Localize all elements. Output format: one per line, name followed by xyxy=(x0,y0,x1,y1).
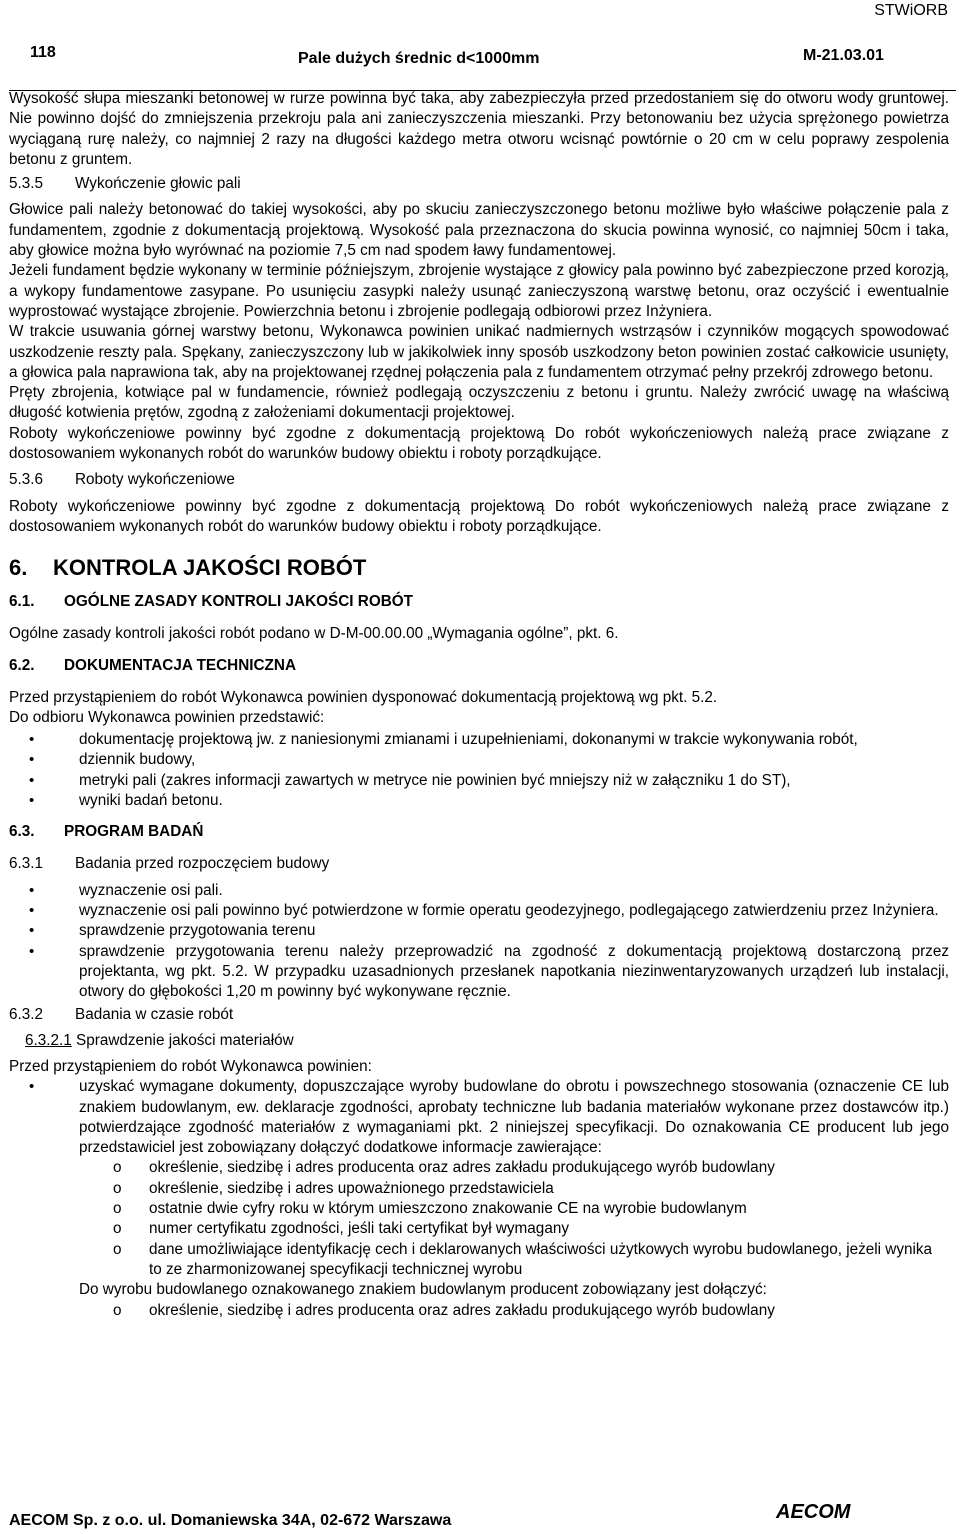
section-title: Badania w czasie robót xyxy=(75,1006,234,1024)
header-corner-label: STWiORB xyxy=(874,2,948,19)
list-item: • dokumentację projektową jw. z naniesionymi zmianami i uzupełnieniami, dokonanymi w trakcie wykonywania robót, xyxy=(9,730,949,750)
list-item: • wyniki badań betonu. xyxy=(9,791,949,811)
section-title: Roboty wykończeniowe xyxy=(75,471,235,489)
paragraph: Do wyrobu budowlanego oznakowanego znakiem budowlanym producent zobowiązany jest dołączyć: xyxy=(79,1281,767,1299)
section-6-3-heading xyxy=(9,822,949,842)
list-znak-budowlany xyxy=(9,1301,949,1321)
section-title: Sprawdzenie jakości materiałów xyxy=(76,1031,294,1049)
section-5-3-5-heading xyxy=(9,174,949,194)
list-item: • metryki pali (zakres informacji zawartych w metryce nie powinien być mniejszy niż w załączniku 1 do ST), xyxy=(9,771,949,791)
section-title: OGÓLNE ZASADY KONTROLI JAKOŚCI ROBÓT xyxy=(64,593,414,611)
section-number: 5.3.6 xyxy=(9,471,44,489)
paragraph: Roboty wykończeniowe powinny być zgodne z dokumentacją projektową Do robót wykończeniowych należą prace związane z dostosowaniem wykonanych robót do warunków budowy obiektu i roboty porządkujące. xyxy=(9,497,949,535)
section-number: 6.3.2.1 xyxy=(25,1031,72,1049)
document-body xyxy=(9,89,949,1321)
section-6-2-heading xyxy=(9,656,949,676)
list-item: o dane umożliwiające identyfikację cech i deklarowanych właściwości użytkowych wyrobu budowlanego, jeżeli wynika to ze zharmonizowanej specyfikacji technicznej wyrobu xyxy=(9,1240,949,1281)
list-item: o określenie, siedzibę i adres producenta oraz adres zakładu produkującego wyrób budowlany xyxy=(9,1158,949,1178)
section-6-1-heading xyxy=(9,592,949,612)
section-title: Wykończenie głowic pali xyxy=(75,175,241,193)
chapter-number: 6. xyxy=(9,555,28,581)
paragraph: Roboty wykończeniowe powinny być zgodne z dokumentacją projektową Do robót wykończeniowych należą prace związane z dostosowaniem wykonanych robót do warunków budowy obiektu i roboty porządkujące. xyxy=(9,424,949,463)
section-number: 6.3. xyxy=(9,823,35,841)
section-number: 5.3.5 xyxy=(9,175,44,193)
paragraph: Przed przystąpieniem do robót Wykonawca powinien: xyxy=(9,1057,372,1075)
list-item: o numer certyfikatu zgodności, jeśli taki certyfikat był wymagany xyxy=(9,1219,949,1239)
paragraph: Pręty zbrojenia, kotwiące pal w fundamencie, również podlegają oczyszczeniu z betonu i gruntu. Należy zwrócić uwagę na właściwą długość kotwienia prętów, zgodną z założeniami dokumentacji projektowej. xyxy=(9,384,949,422)
paragraph: Przed przystąpieniem do robót Wykonawca powinien dysponować dokumentacją projektową wg pkt. 5.2. xyxy=(9,688,718,706)
chapter-title: KONTROLA JAKOŚCI ROBÓT xyxy=(53,555,367,581)
section-number: 6.2. xyxy=(9,656,35,674)
section-title: DOKUMENTACJA TECHNICZNA xyxy=(64,656,296,674)
aecom-logo-text: AECOM xyxy=(776,1501,851,1522)
header-title: Pale dużych średnic d<1000mm xyxy=(298,50,540,67)
list-item: • dziennik budowy, xyxy=(9,750,949,770)
section-title: Badania przed rozpoczęciem budowy xyxy=(75,855,330,873)
paragraph: Jeżeli fundament będzie wykonany w terminie późniejszym, zbrojenie wystające z głowicy pala powinno być zabezpieczone przed korozją, a wykopy fundamentowe zasypane. Po usunięciu zasypki należy usunąć zanieczyszoną warstwę betonu, oraz oczyścić i ewentualnie wyprostować wystające zbrojenie. Powierzchnia betonu i zbrojenie podlegają odbiorowi przez Inżyniera. xyxy=(9,262,949,320)
paragraph: Ogólne zasady kontroli jakości robót podano w D-M-00.00.00 „Wymagania ogólne”, pkt. 6. xyxy=(9,625,619,643)
section-5-3-6-heading xyxy=(9,470,949,490)
list-item: • wyznaczenie osi pali powinno być potwierdzone w formie operatu geodezyjnego, podlegającego zatwierdzeniu przez Inżyniera. xyxy=(9,901,949,921)
page-number: 118 xyxy=(30,44,56,61)
list-item: o określenie, siedzibę i adres upoważnionego przedstawiciela xyxy=(9,1179,949,1199)
section-6-3-1-heading xyxy=(9,854,949,874)
list-item: • uzyskać wymagane dokumenty, dopuszczające wyroby budowlane do obrotu i powszechnego stosowania (oznaczenie CE lub znakiem budowlanym, ew. deklaracje zgodności, aprobaty techniczne lub badania materiałów wykonane przez dostawców itp.) potwierdzające zgodność materiałów z wymaganiami pkt. 2 niniejszej specyfikacji. Do oznakowania CE producent lub jego przedstawiciel jest zobowiązany dołączyć dodatkowe informacje zawierające: xyxy=(9,1077,949,1158)
list-item: • wyznaczenie osi pali. xyxy=(9,881,949,901)
paragraph: Głowice pali należy betonować do takiej wysokości, aby po skuciu zanieczyszczonego betonu możliwe było właściwe połączenie pala z fundamentem, zgodnie z dokumentacją projektową. Wysokość pala przeznaczona do skucia powinna wynosić, co najmniej 50cm i taka, aby głowice można było wyrównać na poziomie 7,5 cm nad spodem ławy fundamentowej. xyxy=(9,201,949,260)
header-code: M-21.03.01 xyxy=(803,47,884,64)
paragraph: W trakcie usuwania górnej warstwy betonu, Wykonawca powinien unikać nadmiernych wstrząsów i czynników mogących spowodować uszkodzenie reszty pala. Spękany, zanieczyszczony lub w jakikolwiek inny sposób uszkodzony beton powinien zostać całkowicie usunięty, a głowica pala naprawiona tak, aby na projektowanej rzędnej połączenia pala z fundamentem otrzymać pełny przekrój zdrowego betonu. xyxy=(9,323,949,381)
list-item: o określenie, siedzibę i adres producenta oraz adres zakładu produkującego wyrób budowlany xyxy=(9,1301,949,1321)
section-title: PROGRAM BADAŃ xyxy=(64,823,204,841)
aecom-logo xyxy=(774,1500,884,1522)
section-number: 6.1. xyxy=(9,593,35,611)
section-6-3-2-heading xyxy=(9,1005,949,1025)
list-odbior xyxy=(9,730,949,811)
section-6-3-2-1-heading xyxy=(9,1031,949,1051)
list-ce-info xyxy=(9,1158,949,1280)
list-item: • sprawdzenie przygotowania terenu xyxy=(9,921,949,941)
paragraph: Do odbioru Wykonawca powinien przedstawić: xyxy=(9,708,325,726)
footer-address: AECOM Sp. z o.o. ul. Domaniewska 34A, 02-672 Warszawa xyxy=(9,1512,452,1529)
list-item: o ostatnie dwie cyfry roku w którym umieszczono znakowanie CE na wyrobie budowlanym xyxy=(9,1199,949,1219)
paragraph: Wysokość słupa mieszanki betonowej w rurze powinna być taka, aby zabezpieczyła przed przedostaniem się do otworu wody gruntowej. Nie powinno dojść do zmniejszenia przekroju pala ani zanieczyszczenia mieszanki. Przy betonowaniu bez użycia sprężonego powietrza wyciąganą rurę należy, co najmniej 2 razy na długości każdego metra otworu wcisnąć powtórnie o 20 cm w celu poprawy zespolenia betonu z gruntem. xyxy=(9,90,949,168)
section-number: 6.3.2 xyxy=(9,1006,44,1024)
section-number: 6.3.1 xyxy=(9,855,44,873)
list-materialy xyxy=(9,1077,949,1158)
chapter-6-heading xyxy=(9,555,949,581)
list-item: • sprawdzenie przygotowania terenu należy przeprowadzić na zgodność z dokumentacją projektową dostarczoną przez projektanta, wg pkt. 5.2. W przypadku uzasadnionych przesłanek napotkania niezinwentaryzowanych urządzeń lub instalacji, otwory do głębokości 1,20 m powinny być wykonywane ręcznie. xyxy=(9,942,949,1003)
list-badania xyxy=(9,881,949,1003)
